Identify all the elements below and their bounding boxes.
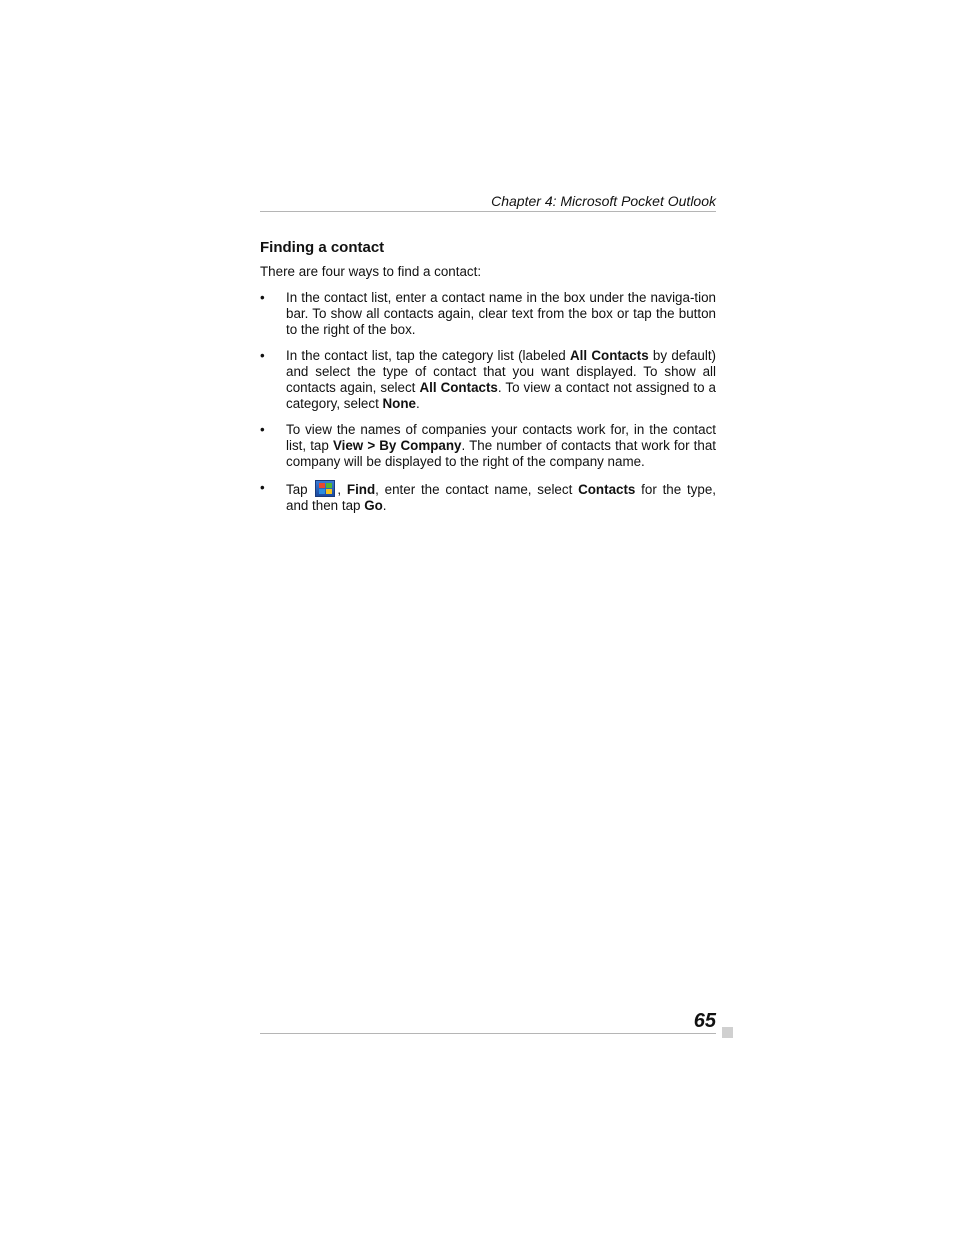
windows-start-icon [315,480,335,497]
bullet-text: . [416,396,420,411]
bullet-item [260,480,716,514]
footer-rule [260,1033,716,1034]
bold-term: View > By Company [332,438,462,453]
bullet-item [260,422,716,470]
bold-term: Contacts [578,482,636,497]
bullet-text: by default) and select the type of contact that you want displayed. To show all contacts again, select [286,348,717,395]
bold-term: Find [346,482,376,497]
bullet-list [260,290,716,524]
bullet-text: . The number of contacts that work for that company will be displayed to the right of the company name. [286,438,716,469]
bullet-text: To view the names of companies your contacts work for, in the contact list, tap [286,422,716,453]
bullet-marker: • [260,422,265,437]
bold-term: All Contacts [570,348,649,363]
running-header: Chapter 4: Microsoft Pocket Outlook [491,193,716,209]
bullet-text: , [337,482,347,497]
bold-term: Go [364,498,383,513]
bullet-text: Tap [286,482,314,497]
header-rule [260,211,716,212]
bullet-marker: • [260,348,265,363]
bullet-marker: • [260,290,265,305]
bullet-text: for the type, and then tap [286,482,716,513]
intro-paragraph: There are four ways to find a contact: [260,264,482,279]
bullet-marker: • [260,480,265,495]
bullet-text: , enter the contact name, select [375,482,579,497]
bullet-text: . [382,498,387,513]
bullet-item [260,348,716,412]
bold-term: All Contacts [419,380,498,395]
bold-term: None [382,396,416,411]
page-corner-mark [722,1027,733,1038]
section-heading: Finding a contact [260,239,385,256]
bullet-text: In the contact list, enter a contact name in the box under the naviga-tion bar. To show all contacts again, clear text from the box or tap the button to the right of the box. [286,290,716,337]
page-number: 65 [693,1010,716,1032]
bullet-text: In the contact list, tap the category list (labeled [286,348,570,363]
bullet-text: . To view a contact not assigned to a category, select [286,380,716,411]
bullet-item [260,290,716,338]
